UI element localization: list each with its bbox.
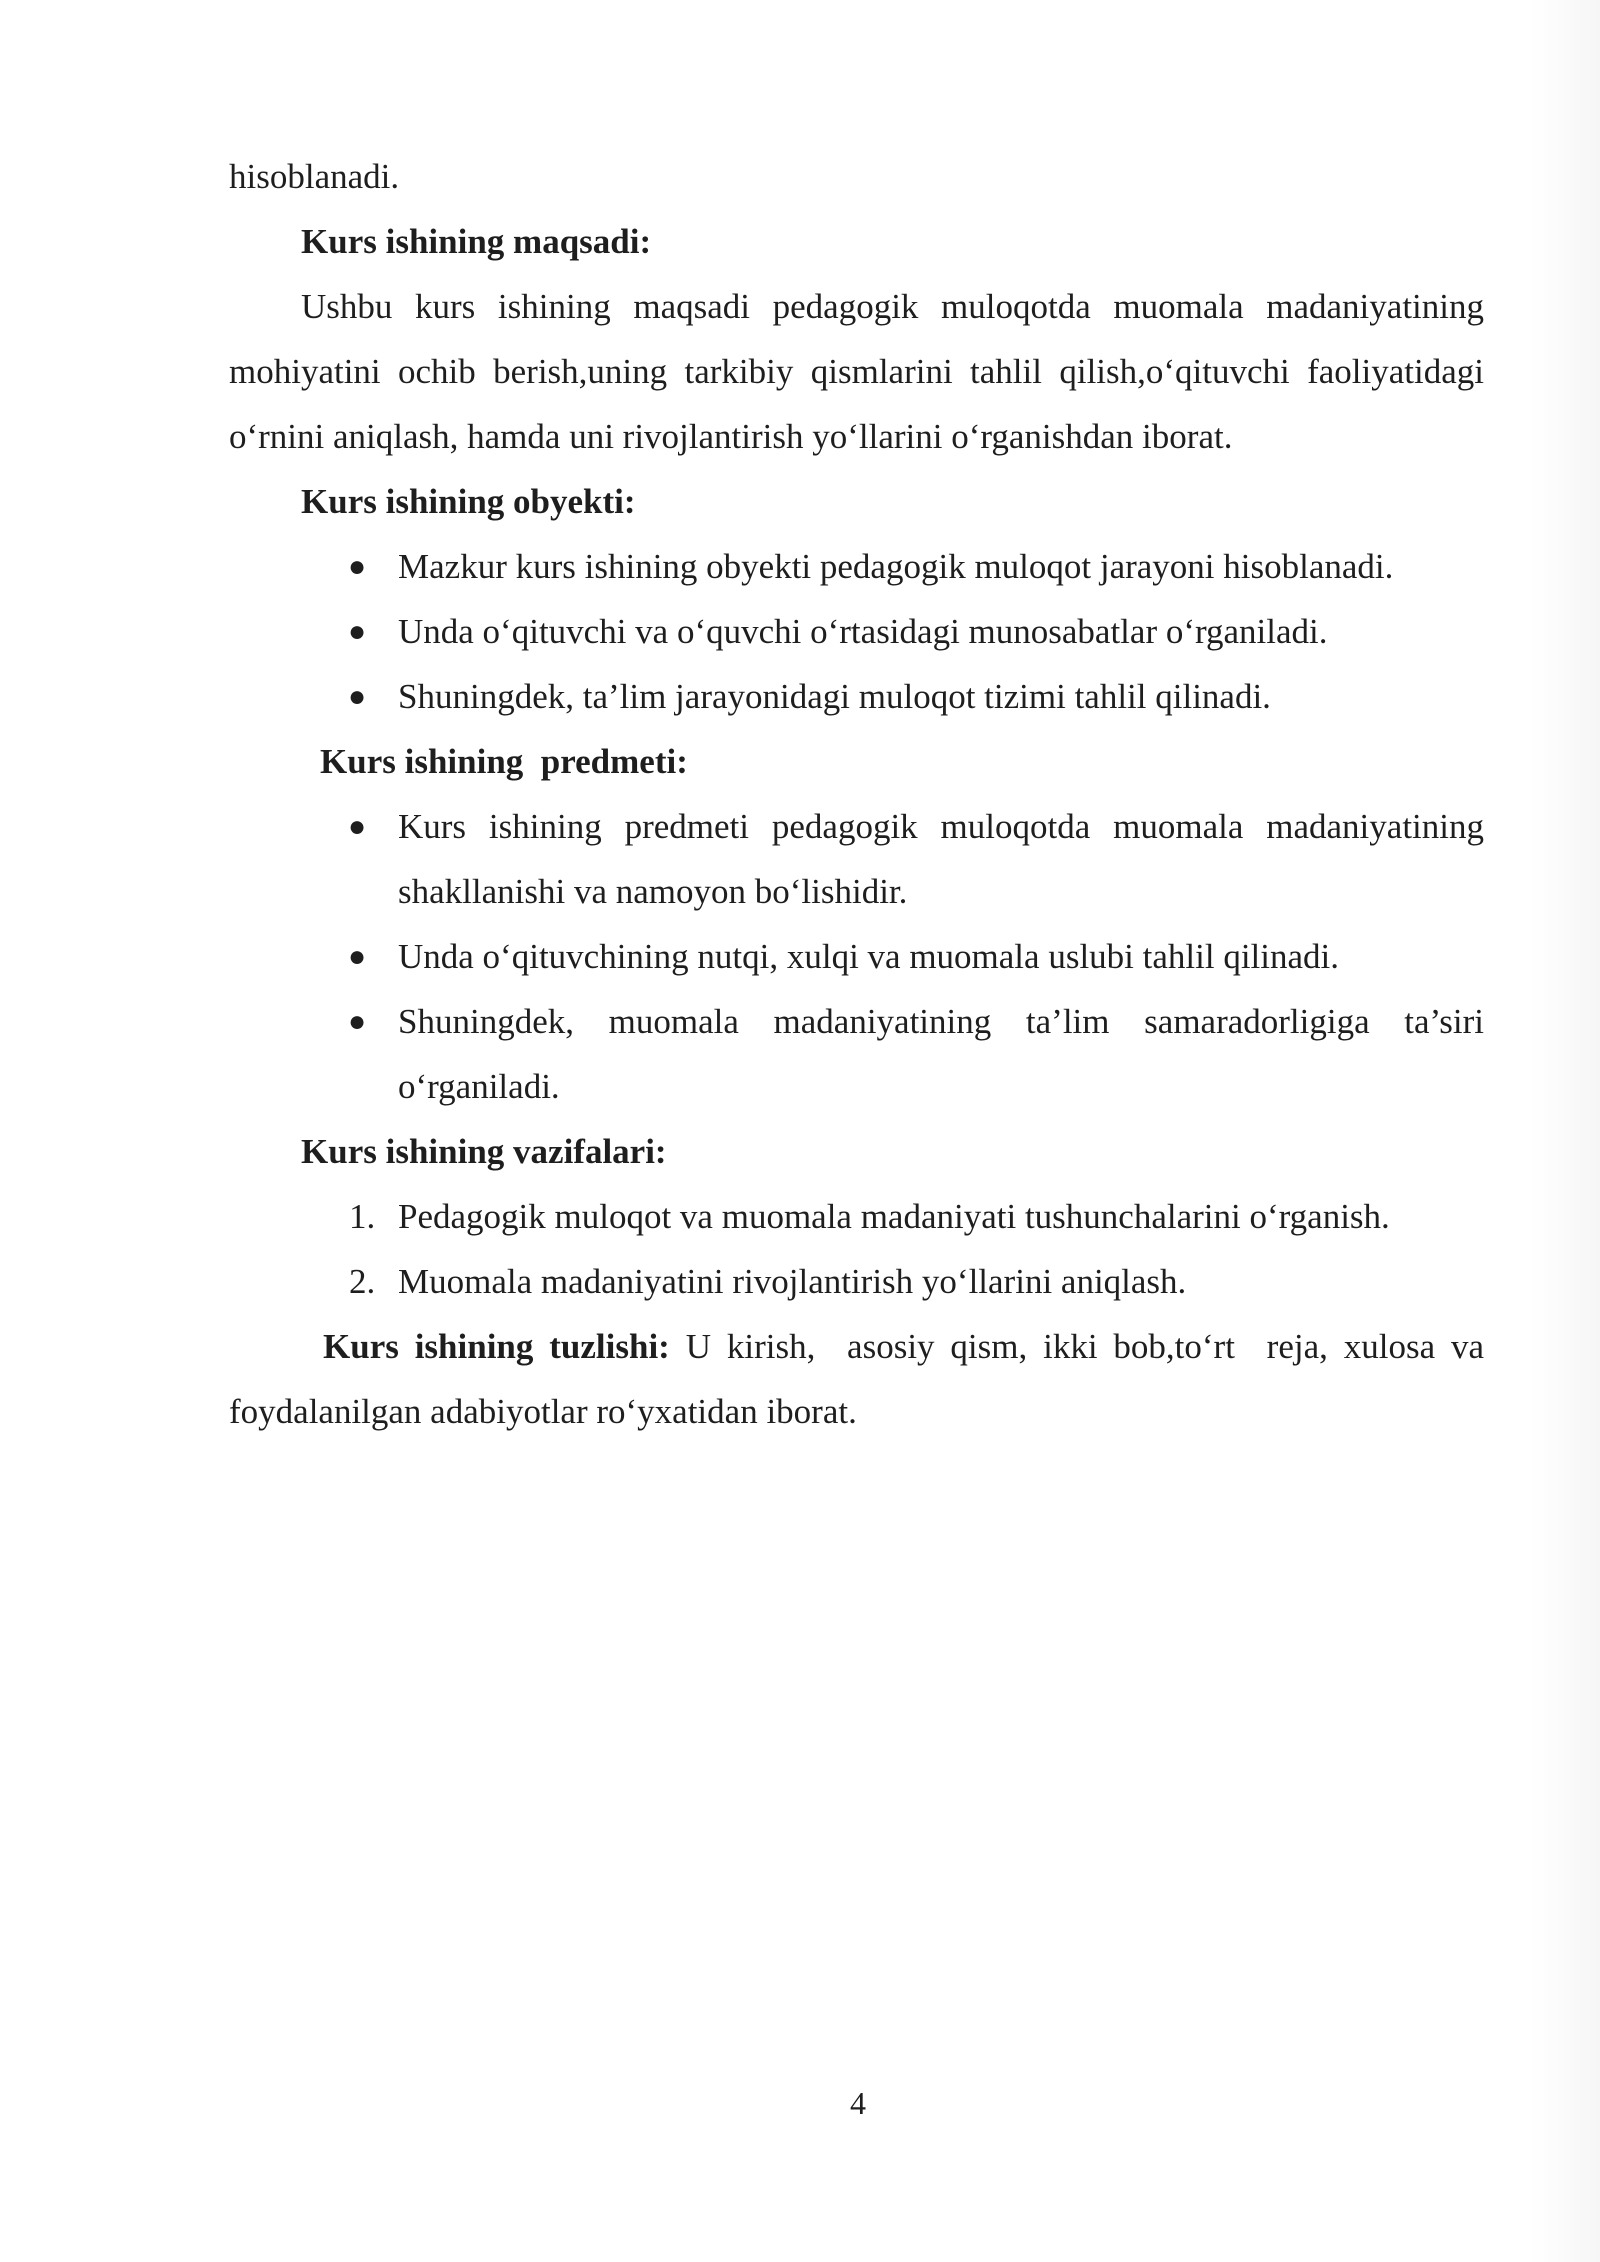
maqsad-heading: Kurs ishining maqsadi: — [301, 222, 652, 261]
bullet-icon: ● — [348, 1005, 367, 1038]
list-item-text: Shuningdek, muomala madaniyatining ta’lim samaradorligiga ta’siri o‘rganiladi. — [398, 1002, 1484, 1106]
list-number: 1. — [349, 1197, 376, 1236]
list-item — [229, 794, 1484, 924]
bullet-icon: ● — [348, 810, 367, 843]
list-item-text: Unda o‘qituvchining nutqi, xulqi va muomala uslubi tahlil qilinadi. — [398, 937, 1340, 976]
list-item-text: Mazkur kurs ishining obyekti pedagogik muloqot jarayoni hisoblanadi. — [398, 547, 1394, 586]
list-item — [229, 1249, 1484, 1314]
intro-tail-text: hisoblanadi. — [229, 157, 400, 196]
list-item — [229, 534, 1484, 599]
list-item — [229, 989, 1484, 1119]
obyekt-heading: Kurs ishining obyekti: — [301, 482, 636, 521]
list-item-text: Pedagogik muloqot va muomala madaniyati tushunchalarini o‘rganish. — [398, 1197, 1390, 1236]
tuzilish-text: U kirish, asosiy qism, ikki bob,to‘rt reja, xulosa va foydalanilgan adabiyotlar ro‘yxatidan iborat. — [229, 1327, 1493, 1431]
maqsad-paragraph: Ushbu kurs ishining maqsadi pedagogik muloqotda muomala madaniyatining mohiyatini ochib berish,uning tarkibiy qismlarini tahlil qilish,o‘qituvchi faoliyatidagi o‘rnini aniqlash, hamda uni rivojlantirish yo‘llarini o‘rganishdan iborat. — [229, 287, 1484, 456]
predmet-heading: Kurs ishining predmeti: — [320, 742, 688, 781]
list-item-text: Shuningdek, ta’lim jarayonidagi muloqot tizimi tahlil qilinadi. — [398, 677, 1271, 716]
bullet-icon: ● — [348, 940, 367, 973]
predmet-list — [229, 794, 1484, 1119]
tuzilish-paragraph — [229, 1314, 1493, 1444]
page-edge-shade — [1530, 0, 1600, 2262]
vazifalar-heading: Kurs ishining vazifalari: — [301, 1132, 667, 1171]
list-number: 2. — [349, 1262, 376, 1301]
list-item-text: Unda o‘qituvchi va o‘quvchi o‘rtasidagi munosabatlar o‘rganiladi. — [398, 612, 1328, 651]
obyekt-list — [229, 534, 1484, 729]
list-item-text: Kurs ishining predmeti pedagogik muloqotda muomala madaniyatining shakllanishi va namoyon bo‘lishidir. — [398, 807, 1484, 911]
vazifalar-list — [229, 1184, 1484, 1314]
list-item — [229, 599, 1484, 664]
tuzilish-heading: Kurs ishining tuzlishi: — [323, 1327, 670, 1366]
list-item — [229, 1184, 1484, 1249]
bullet-icon: ● — [348, 680, 367, 713]
bullet-icon: ● — [348, 550, 367, 583]
list-item-text: Muomala madaniyatini rivojlantirish yo‘llarini aniqlash. — [398, 1262, 1187, 1301]
bullet-icon: ● — [348, 615, 367, 648]
list-item — [229, 664, 1484, 729]
page-content — [229, 144, 1493, 1444]
page-number: 4 — [850, 2085, 866, 2121]
list-item — [229, 924, 1484, 989]
